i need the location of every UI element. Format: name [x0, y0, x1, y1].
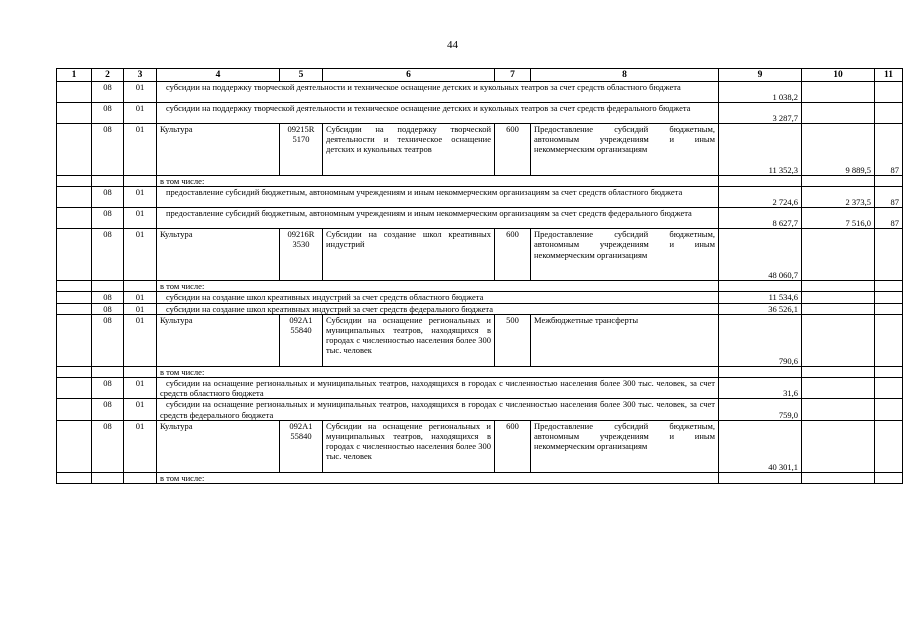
- cell-percent: [875, 314, 903, 366]
- cell-amount: 1 038,2: [719, 82, 802, 103]
- cell-percent: [875, 303, 903, 314]
- cell-executed: [802, 103, 875, 124]
- cell-name: Культура: [157, 229, 280, 281]
- cell-section: 08: [92, 378, 124, 399]
- cell-empty: [92, 366, 124, 377]
- cell-percent: [875, 292, 903, 303]
- cell-section: 08: [92, 420, 124, 472]
- cell-empty: [802, 472, 875, 483]
- cell-empty: [875, 176, 903, 187]
- cell-code: 09215R 5170: [280, 124, 323, 176]
- cell-type-code: 500: [495, 314, 531, 366]
- cell-amount: 40 301,1: [719, 420, 802, 472]
- cell-empty: [875, 366, 903, 377]
- cell-executed: 2 373,5: [802, 187, 875, 208]
- cell-amount: 11 352,3: [719, 124, 802, 176]
- cell-subsection: 01: [124, 187, 157, 208]
- cell-empty: [92, 472, 124, 483]
- cell-percent: [875, 399, 903, 420]
- cell-section: 08: [92, 187, 124, 208]
- cell-empty: [57, 420, 92, 472]
- cell-executed: [802, 399, 875, 420]
- cell-code: 09216R 3530: [280, 229, 323, 281]
- cell-empty: [92, 281, 124, 292]
- cell-executed: [802, 82, 875, 103]
- cell-type-name: Межбюджетные трансферты: [531, 314, 719, 366]
- cell-empty: [124, 281, 157, 292]
- cell-purpose: Субсидии на создание школ креативных индустрий: [323, 229, 495, 281]
- cell-empty: [124, 176, 157, 187]
- col-header-6: 6: [323, 69, 495, 82]
- cell-amount: 8 627,7: [719, 208, 802, 229]
- cell-empty: [875, 281, 903, 292]
- cell-name: Культура: [157, 420, 280, 472]
- cell-empty: [875, 472, 903, 483]
- cell-type-code: 600: [495, 420, 531, 472]
- table-row: [57, 292, 903, 303]
- table-row: [57, 208, 903, 229]
- cell-empty: [57, 229, 92, 281]
- budget-table: [56, 68, 903, 484]
- cell-section: 08: [92, 303, 124, 314]
- cell-empty: [57, 303, 92, 314]
- cell-name: Культура: [157, 124, 280, 176]
- col-header-5: 5: [280, 69, 323, 82]
- cell-empty: [719, 176, 802, 187]
- cell-executed: [802, 420, 875, 472]
- cell-percent: [875, 229, 903, 281]
- cell-empty: [57, 82, 92, 103]
- cell-empty: [57, 281, 92, 292]
- cell-label: в том числе:: [157, 366, 719, 377]
- table-row: [57, 303, 903, 314]
- cell-description: предоставление субсидий бюджетным, автономным учреждениям и иным некоммерческим организациям за счет средств федерального бюджета: [157, 208, 719, 229]
- cell-description: субсидии на оснащение региональных и муниципальных театров, находящихся в городах с численностью населения более 300 тыс. человек, за счет средств федерального бюджета: [157, 399, 719, 420]
- cell-purpose: Субсидии на оснащение региональных и муниципальных театров, находящихся в городах с численностью населения более 300 тыс. человек: [323, 420, 495, 472]
- cell-subsection: 01: [124, 208, 157, 229]
- cell-name: Культура: [157, 314, 280, 366]
- cell-percent: 87: [875, 124, 903, 176]
- cell-empty: [57, 103, 92, 124]
- cell-executed: [802, 378, 875, 399]
- cell-empty: [57, 378, 92, 399]
- subtotal-label-row: [57, 366, 903, 377]
- col-header-8: 8: [531, 69, 719, 82]
- subtotal-label-row: [57, 281, 903, 292]
- cell-subsection: 01: [124, 292, 157, 303]
- col-header-4: 4: [157, 69, 280, 82]
- cell-description: предоставление субсидий бюджетным, автономным учреждениям и иным некоммерческим организациям за счет средств областного бюджета: [157, 187, 719, 208]
- cell-purpose: Субсидии на поддержку творческой деятельности и техническое оснащение детских и кукольных театров: [323, 124, 495, 176]
- table-row: [57, 124, 903, 176]
- cell-percent: [875, 378, 903, 399]
- table-row: [57, 187, 903, 208]
- cell-amount: 11 534,6: [719, 292, 802, 303]
- cell-description: субсидии на создание школ креативных индустрий за счет средств федерального бюджета: [157, 303, 719, 314]
- cell-subsection: 01: [124, 124, 157, 176]
- cell-subsection: 01: [124, 399, 157, 420]
- cell-executed: 7 516,0: [802, 208, 875, 229]
- cell-section: 08: [92, 314, 124, 366]
- cell-empty: [124, 472, 157, 483]
- col-header-1: 1: [57, 69, 92, 82]
- cell-label: в том числе:: [157, 281, 719, 292]
- table-row: [57, 399, 903, 420]
- table-row: [57, 378, 903, 399]
- cell-empty: [124, 366, 157, 377]
- cell-type-code: 600: [495, 124, 531, 176]
- cell-amount: 759,0: [719, 399, 802, 420]
- col-header-11: 11: [875, 69, 903, 82]
- cell-empty: [802, 281, 875, 292]
- cell-amount: 2 724,6: [719, 187, 802, 208]
- cell-empty: [57, 124, 92, 176]
- cell-amount: 3 287,7: [719, 103, 802, 124]
- cell-empty: [719, 472, 802, 483]
- cell-percent: 87: [875, 187, 903, 208]
- cell-type-name: Предоставление субсидий бюджетным, автономным учреждениям и иным некоммерческим организациям: [531, 229, 719, 281]
- col-header-10: 10: [802, 69, 875, 82]
- cell-empty: [57, 366, 92, 377]
- cell-percent: [875, 82, 903, 103]
- table-row: [57, 314, 903, 366]
- cell-executed: [802, 292, 875, 303]
- cell-percent: [875, 420, 903, 472]
- cell-description: субсидии на оснащение региональных и муниципальных театров, находящихся в городах с численностью населения более 300 тыс. человек, за счет средств областного бюджета: [157, 378, 719, 399]
- cell-description: субсидии на поддержку творческой деятельности и техническое оснащение детских и кукольных театров за счет средств федерального бюджета: [157, 103, 719, 124]
- cell-section: 08: [92, 124, 124, 176]
- table-row: [57, 103, 903, 124]
- col-header-2: 2: [92, 69, 124, 82]
- cell-subsection: 01: [124, 314, 157, 366]
- cell-section: 08: [92, 103, 124, 124]
- cell-section: 08: [92, 229, 124, 281]
- col-header-9: 9: [719, 69, 802, 82]
- cell-percent: [875, 103, 903, 124]
- page-number: 44: [447, 39, 458, 51]
- cell-empty: [802, 366, 875, 377]
- cell-amount: 36 526,1: [719, 303, 802, 314]
- cell-empty: [57, 314, 92, 366]
- cell-empty: [719, 281, 802, 292]
- cell-purpose: Субсидии на оснащение региональных и муниципальных театров, находящихся в городах с численностью населения более 300 тыс. человек: [323, 314, 495, 366]
- table-row: [57, 229, 903, 281]
- subtotal-label-row: [57, 472, 903, 483]
- cell-empty: [802, 176, 875, 187]
- cell-type-name: Предоставление субсидий бюджетным, автономным учреждениям и иным некоммерческим организациям: [531, 124, 719, 176]
- cell-amount: 790,6: [719, 314, 802, 366]
- cell-executed: [802, 314, 875, 366]
- cell-label: в том числе:: [157, 472, 719, 483]
- cell-empty: [57, 472, 92, 483]
- cell-amount: 48 060,7: [719, 229, 802, 281]
- cell-subsection: 01: [124, 82, 157, 103]
- cell-label: в том числе:: [157, 176, 719, 187]
- cell-empty: [57, 208, 92, 229]
- cell-type-code: 600: [495, 229, 531, 281]
- cell-section: 08: [92, 292, 124, 303]
- col-header-7: 7: [495, 69, 531, 82]
- cell-executed: [802, 229, 875, 281]
- subtotal-label-row: [57, 176, 903, 187]
- cell-executed: [802, 303, 875, 314]
- cell-subsection: 01: [124, 420, 157, 472]
- cell-executed: 9 889,5: [802, 124, 875, 176]
- cell-subsection: 01: [124, 378, 157, 399]
- cell-description: субсидии на поддержку творческой деятельности и техническое оснащение детских и кукольных театров за счет средств областного бюджета: [157, 82, 719, 103]
- cell-subsection: 01: [124, 103, 157, 124]
- cell-subsection: 01: [124, 303, 157, 314]
- cell-empty: [92, 176, 124, 187]
- cell-section: 08: [92, 82, 124, 103]
- cell-section: 08: [92, 208, 124, 229]
- cell-empty: [57, 399, 92, 420]
- cell-code: 092A1 55840: [280, 314, 323, 366]
- cell-empty: [57, 187, 92, 208]
- cell-percent: 87: [875, 208, 903, 229]
- cell-code: 092A1 55840: [280, 420, 323, 472]
- table-row: [57, 82, 903, 103]
- col-header-3: 3: [124, 69, 157, 82]
- cell-empty: [57, 176, 92, 187]
- table-row: [57, 420, 903, 472]
- cell-subsection: 01: [124, 229, 157, 281]
- header-row: [57, 69, 903, 82]
- cell-type-name: Предоставление субсидий бюджетным, автономным учреждениям и иным некоммерческим организациям: [531, 420, 719, 472]
- cell-amount: 31,6: [719, 378, 802, 399]
- cell-empty: [57, 292, 92, 303]
- cell-section: 08: [92, 399, 124, 420]
- cell-description: субсидии на создание школ креативных индустрий за счет средств областного бюджета: [157, 292, 719, 303]
- cell-empty: [719, 366, 802, 377]
